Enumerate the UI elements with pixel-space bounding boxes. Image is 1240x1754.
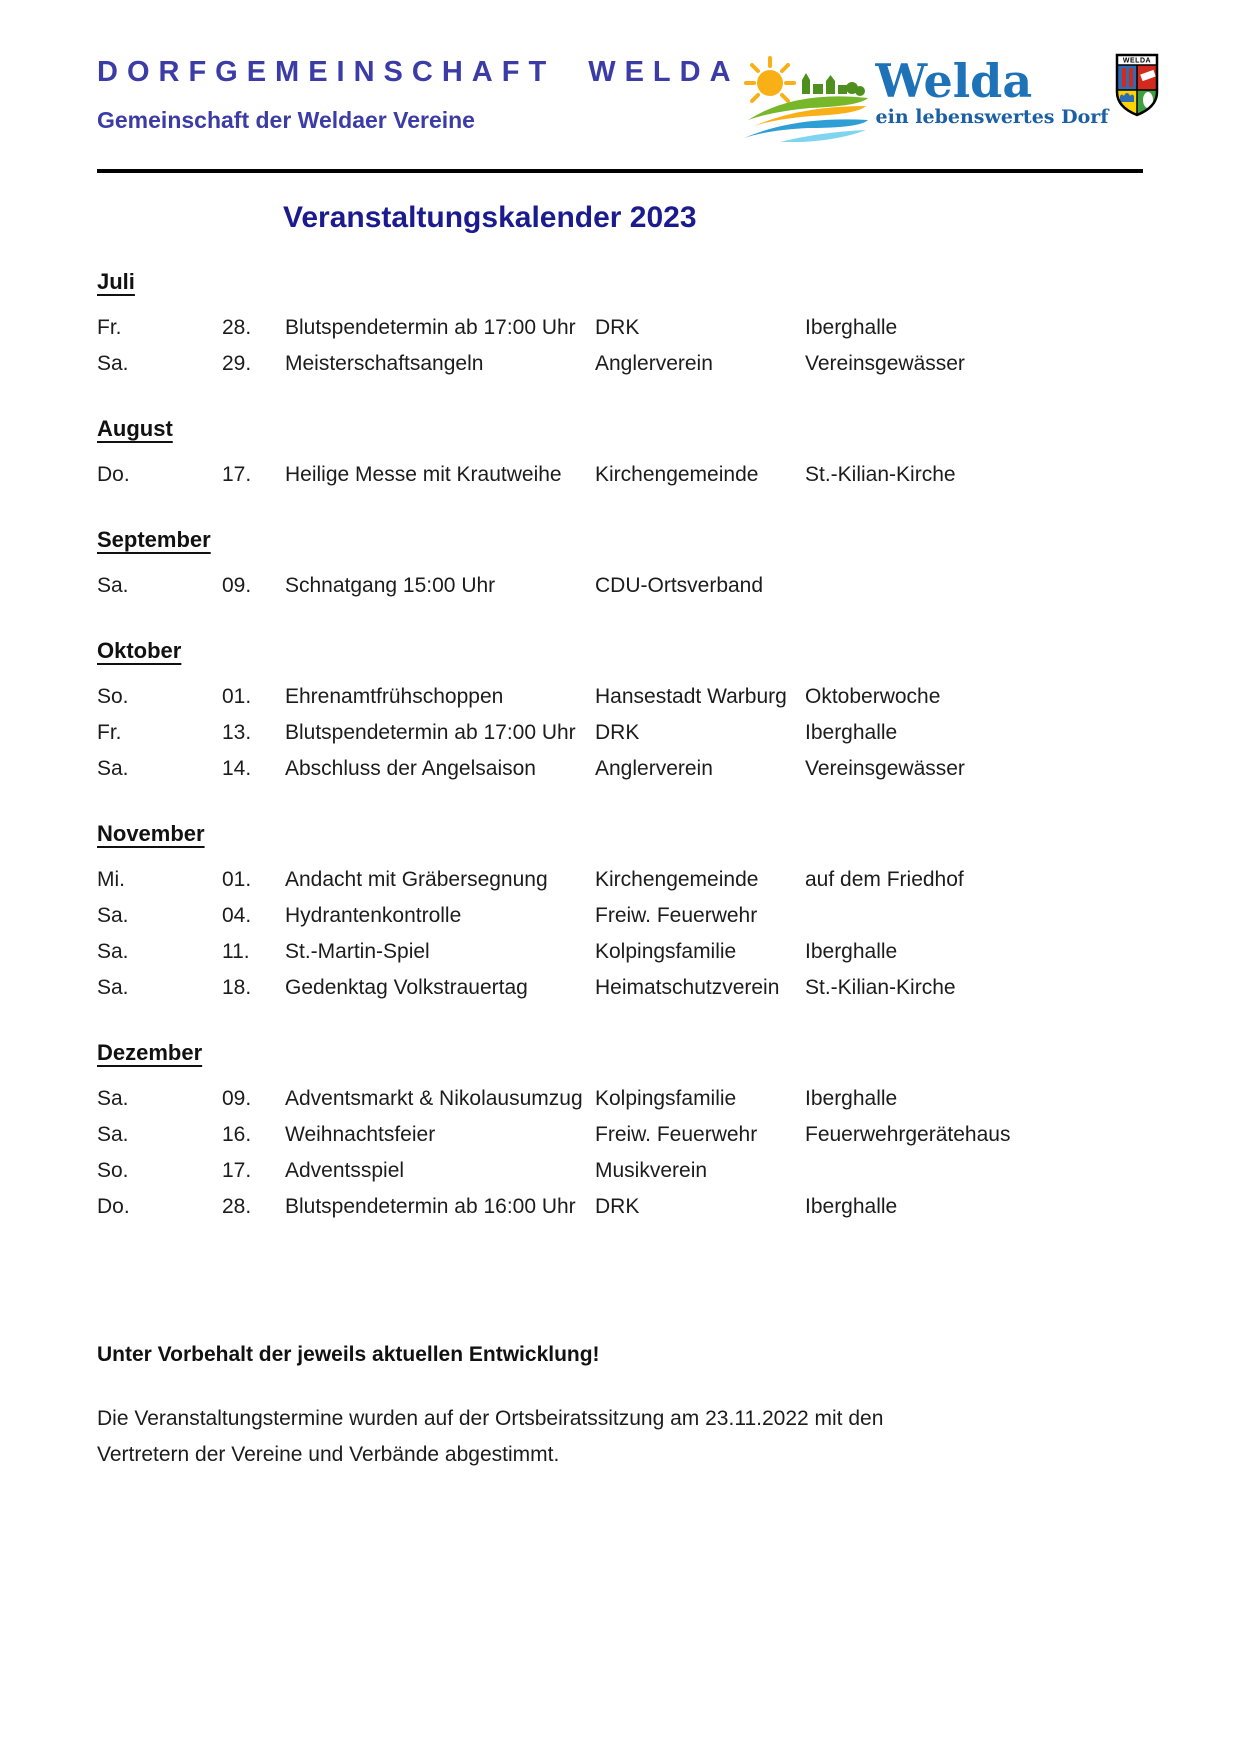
- event-date: 17.: [222, 1159, 252, 1182]
- event-row: [97, 862, 1143, 898]
- page-title: Veranstaltungskalender 2023: [283, 201, 697, 234]
- event-title: St.-Martin-Spiel: [285, 940, 430, 963]
- event-day: Fr.: [97, 316, 122, 339]
- event-row: [97, 898, 1143, 934]
- crest-label: WELDA: [1123, 57, 1152, 65]
- event-day: Sa.: [97, 1087, 129, 1110]
- event-organizer: Freiw. Feuerwehr: [595, 1123, 758, 1146]
- event-title: Heilige Messe mit Krautweihe: [285, 463, 562, 486]
- event-organizer: Kolpingsfamilie: [595, 1087, 737, 1110]
- event-organizer: Heimatschutzverein: [595, 976, 780, 999]
- event-title: Blutspendetermin ab 17:00 Uhr: [285, 721, 576, 744]
- event-title: Meisterschaftsangeln: [285, 352, 484, 375]
- header: [97, 50, 1152, 151]
- event-organizer: DRK: [595, 721, 640, 744]
- event-date: 09.: [222, 1087, 252, 1110]
- event-row: [97, 1117, 1143, 1153]
- event-location: Vereinsgewässer: [805, 757, 965, 780]
- event-date: 11.: [222, 940, 250, 963]
- org-title: DORFGEMEINSCHAFT WELDA: [97, 56, 740, 88]
- header-divider: [97, 169, 1143, 173]
- month-section: [97, 269, 1143, 382]
- month-heading: September: [97, 527, 211, 552]
- event-title: Blutspendetermin ab 17:00 Uhr: [285, 316, 576, 339]
- event-organizer: Anglerverein: [595, 757, 713, 780]
- event-location: St.-Kilian-Kirche: [805, 463, 956, 486]
- event-row: [97, 1081, 1143, 1117]
- event-row: [97, 568, 1143, 604]
- event-date: 29.: [222, 352, 252, 375]
- event-row: [97, 1189, 1143, 1225]
- event-row: [97, 1153, 1143, 1189]
- event-location: Vereinsgewässer: [805, 352, 965, 375]
- event-row: [97, 346, 1143, 382]
- event-title: Ehrenamtfrühschoppen: [285, 685, 504, 708]
- footer-note: Die Veranstaltungstermine wurden auf der Ortsbeiratssitzung am 23.11.2022 mit den Vertretern der Vereine und Verbände abgestimmt.: [97, 1407, 884, 1466]
- event-date: 18.: [222, 976, 252, 999]
- event-row: [97, 679, 1143, 715]
- month-section: [97, 638, 1143, 787]
- event-location: [805, 568, 1143, 604]
- event-day: Mi.: [97, 868, 125, 891]
- event-day: Do.: [97, 463, 130, 486]
- event-day: Sa.: [97, 757, 129, 780]
- event-date: 17.: [222, 463, 252, 486]
- event-day: So.: [97, 685, 129, 708]
- month-section: [97, 527, 1143, 604]
- event-location: auf dem Friedhof: [805, 868, 964, 891]
- event-date: 04.: [222, 904, 252, 927]
- event-organizer: Anglerverein: [595, 352, 713, 375]
- disclaimer-text: Unter Vorbehalt der jeweils aktuellen Entwicklung!: [97, 1343, 600, 1366]
- event-location: St.-Kilian-Kirche: [805, 976, 956, 999]
- event-row: [97, 715, 1143, 751]
- month-heading: Oktober: [97, 638, 182, 663]
- event-date: 28.: [222, 316, 252, 339]
- event-location: Iberghalle: [805, 1195, 898, 1218]
- event-day: Sa.: [97, 1123, 129, 1146]
- event-location: [805, 898, 1143, 934]
- event-location: Iberghalle: [805, 940, 898, 963]
- month-heading: Juli: [97, 269, 135, 294]
- event-date: 14.: [222, 757, 252, 780]
- event-day: So.: [97, 1159, 129, 1182]
- event-row: [97, 310, 1143, 346]
- event-organizer: Kirchengemeinde: [595, 463, 759, 486]
- org-subtitle: Gemeinschaft der Weldaer Vereine: [97, 107, 475, 133]
- event-title: Schnatgang 15:00 Uhr: [285, 574, 496, 597]
- event-title: Hydrantenkontrolle: [285, 904, 462, 927]
- event-day: Sa.: [97, 352, 129, 375]
- event-date: 28.: [222, 1195, 252, 1218]
- event-date: 09.: [222, 574, 252, 597]
- event-date: 01.: [222, 685, 252, 708]
- logo-wordmark: [875, 54, 1109, 128]
- welda-logo: [740, 50, 1161, 151]
- event-day: Fr.: [97, 721, 122, 744]
- event-row: [97, 970, 1143, 1006]
- event-organizer: CDU-Ortsverband: [595, 574, 764, 597]
- event-location: Feuerwehrgerätehaus: [805, 1123, 1011, 1146]
- event-day: Sa.: [97, 574, 129, 597]
- event-title: Abschluss der Angelsaison: [285, 757, 536, 780]
- event-date: 16.: [222, 1123, 252, 1146]
- header-titles: [97, 50, 740, 134]
- event-location: Oktoberwoche: [805, 685, 941, 708]
- logo-tagline: ein lebenswertes Dorf: [875, 106, 1109, 128]
- event-location: Iberghalle: [805, 316, 898, 339]
- event-title: Gedenktag Volkstrauertag: [285, 976, 528, 999]
- event-day: Sa.: [97, 940, 129, 963]
- event-organizer: DRK: [595, 1195, 640, 1218]
- event-title: Andacht mit Gräbersegnung: [285, 868, 548, 891]
- month-section: [97, 821, 1143, 1006]
- event-organizer: Hansestadt Warburg: [595, 685, 787, 708]
- event-day: Do.: [97, 1195, 130, 1218]
- event-organizer: Kolpingsfamilie: [595, 940, 737, 963]
- event-organizer: Musikverein: [595, 1159, 708, 1182]
- logo-name: Welda: [875, 54, 1033, 108]
- event-title: Weihnachtsfeier: [285, 1123, 436, 1146]
- calendar: [97, 269, 1143, 1225]
- event-title: Adventsmarkt & Nikolausumzug: [285, 1087, 583, 1110]
- event-row: [97, 457, 1143, 493]
- month-section: [97, 416, 1143, 493]
- footer: [97, 1343, 1143, 1473]
- month-section: [97, 1040, 1143, 1225]
- event-organizer: Kirchengemeinde: [595, 868, 759, 891]
- welda-crest-icon: [1114, 52, 1160, 123]
- event-location: Iberghalle: [805, 1087, 898, 1110]
- village-landscape-icon: [740, 50, 872, 151]
- event-organizer: DRK: [595, 316, 640, 339]
- month-heading: Dezember: [97, 1040, 203, 1065]
- event-day: Sa.: [97, 976, 129, 999]
- event-row: [97, 934, 1143, 970]
- event-location: [805, 1153, 1143, 1189]
- event-row: [97, 751, 1143, 787]
- event-day: Sa.: [97, 904, 129, 927]
- month-heading: August: [97, 416, 173, 441]
- event-location: Iberghalle: [805, 721, 898, 744]
- event-title: Adventsspiel: [285, 1159, 405, 1182]
- event-date: 01.: [222, 868, 252, 891]
- month-heading: November: [97, 821, 205, 846]
- event-date: 13.: [222, 721, 252, 744]
- event-title: Blutspendetermin ab 16:00 Uhr: [285, 1195, 576, 1218]
- event-organizer: Freiw. Feuerwehr: [595, 904, 758, 927]
